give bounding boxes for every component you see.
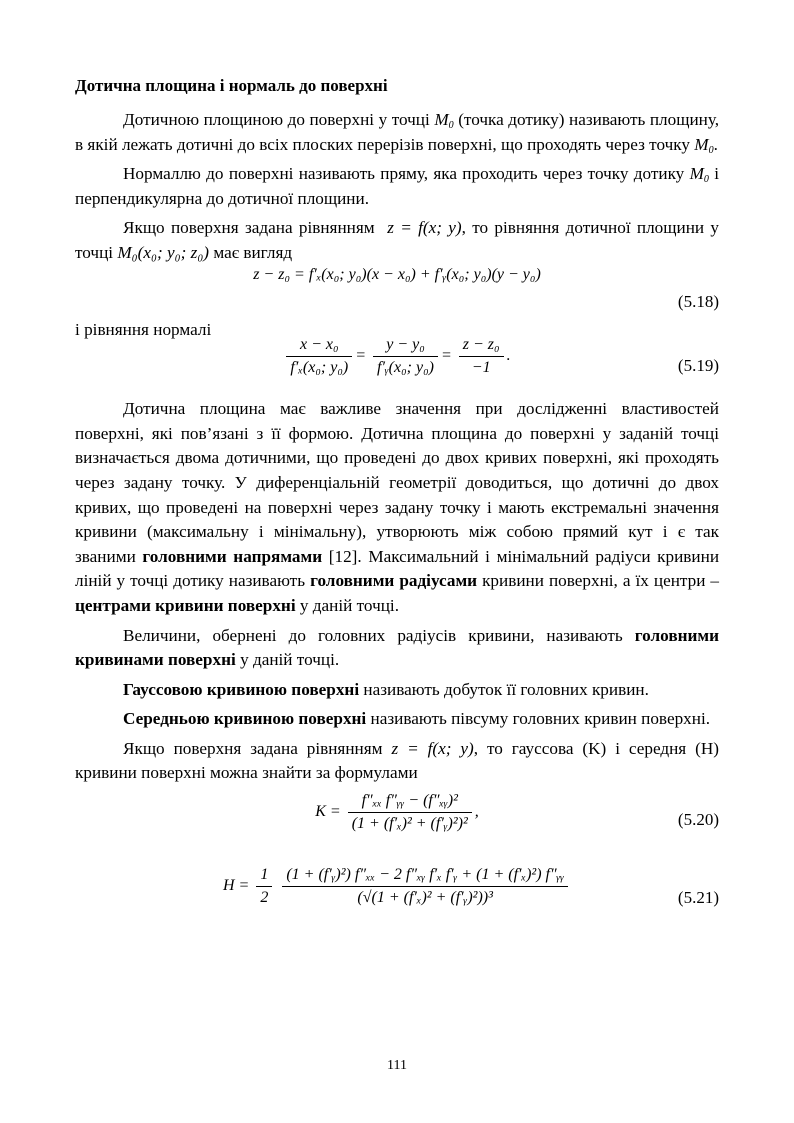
- equation-5-18: z − z₀ = f′ₓ(x₀; y₀)(x − x₀) + f′ᵧ(x₀; y₀)(y − y₀) (5.18): [253, 265, 719, 311]
- section-heading: Дотична площина і нормаль до поверхні: [75, 76, 388, 95]
- fraction-y: $\frac{\text{y − y₀}}{\text{f′ᵧ(x₀; y₀)}}$: [373, 336, 438, 377]
- paragraph-gaussian-curvature: Гауссовою кривиною поверхні називають добуток її головних кривин.: [123, 679, 649, 699]
- equation-5-21: H = $\frac{1}{2}$ $\frac{\text{(1 + (f′ᵧ)²) f″ₓₓ − 2 f″ₓᵧ f′ₓ f′ᵧ + (1 + (f′ₓ)²) f″ᵧᵧ}}{\text{(√(1 + (f′ₓ)² + (f′ᵧ)²))³}}$ (5.21): [222, 866, 719, 908]
- paragraph-curvature-formulas-intro: Якщо поверхня задана рівнянням z = f(x; y), то гауссова (K) і середня (H) кривини поверхні можна знайти за формулами: [75, 738, 719, 783]
- fraction-x: $\frac{\text{x − x₀}}{\text{f′ₓ(x₀; y₀)}}$: [286, 336, 352, 377]
- paragraph-principal-directions: Дотична площина має важливе значення при дослідженні властивостей поверхні, які пов’язані з її формою. Дотична площина до поверхні у заданій точці визначається двома дотичними, що проведені до двох кривих поверхні, які проходять через задану точку. У диференціальній геометрії доводиться, що дотичні до двох кривих, що проведені на поверхні через задану точку і мають екстремальні значення кривини (максимальну і мінімальну), утворюють між собою прямий кут і є так званими головними напрямами [12]. Максимальний і мінімальний радіуси кривини ліній у точці дотику називають головними радіусами кривини поверхні, а їх центри – центрами кривини поверхні у даній точці.: [75, 399, 720, 615]
- fraction-z: $\frac{\text{z − z₀}}{-1}$: [459, 336, 504, 377]
- paragraph-tangent-plane-definition: Дотичною площиною до поверхні у точці $M_0$ (точка дотику) називають площину, в якій лежать дотичні до всіх плоских перерізів поверхні, що проходять через точку $M_0$.: [75, 110, 720, 156]
- page-number: 111: [387, 1058, 407, 1073]
- paragraph-normal-definition: Нормаллю до поверхні називають пряму, яка проходить через точку дотику $M_0$ і перпендикулярна до дотичної площини.: [75, 164, 720, 208]
- equation-5-19: $\frac{\text{x − x₀}}{\text{f′ₓ(x₀; y₀)}}$ = $\frac{\text{y − y₀}}{\text{f′ᵧ(x₀; y₀)}}$ = $\frac{\text{z − z₀}}{-1}$ . (5.19): [75, 342, 719, 392]
- document-page: [75, 66, 719, 940]
- paragraph-principal-curvatures: Величини, обернені до головних радіусів кривини, називають головними кривинами поверхні у даній точці.: [75, 625, 720, 670]
- normal-equation-intro: і рівняння нормалі: [75, 319, 212, 339]
- paragraph-mean-curvature: Середньою кривиною поверхні називають півсуму головних кривин поверхні.: [123, 709, 711, 729]
- paragraph-tangent-plane-equation-intro: Якщо поверхня задана рівнянням z = f(x; y), то рівняння дотичної площини у точці M₀(x₀; y₀; z₀) має вигляд: [75, 218, 719, 262]
- equation-5-20: K = $\frac{\text{f″ₓₓ f″ᵧᵧ − (f″ₓᵧ)²}}{\text{(1 + (f′ₓ)² + (f′ᵧ)²)²}}$ , (5.20): [315, 792, 719, 833]
